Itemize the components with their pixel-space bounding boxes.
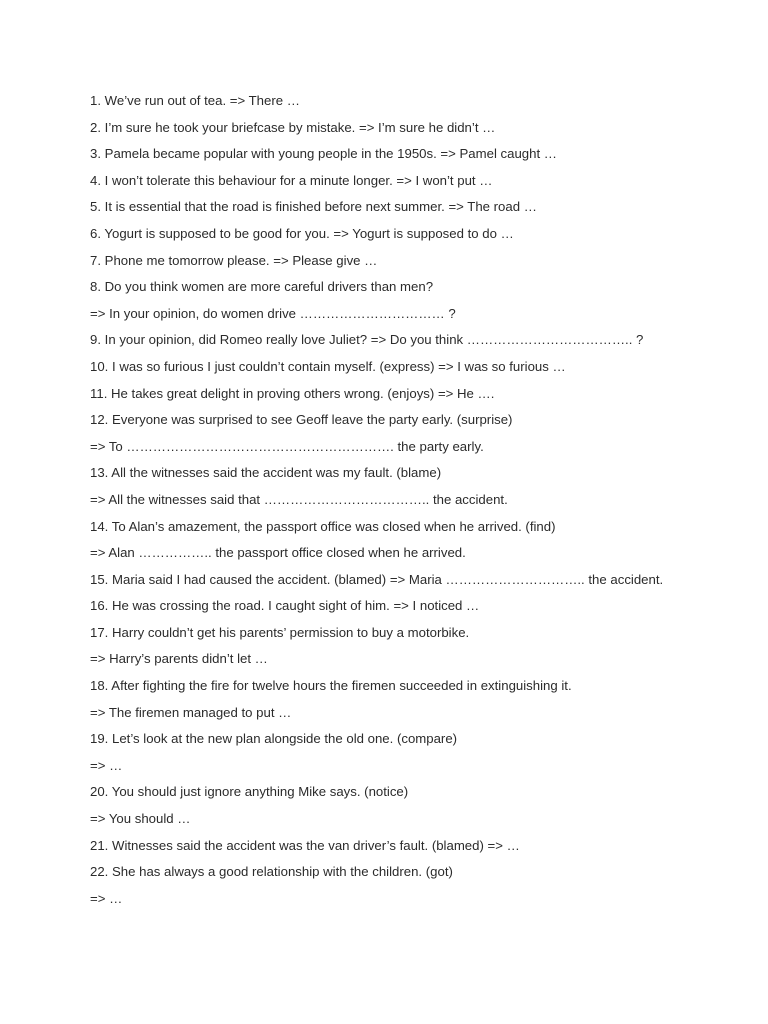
- exercise-line: 8. Do you think women are more careful drivers than men?: [90, 279, 434, 295]
- exercise-line: 11. He takes great delight in proving others wrong. (enjoys) => He ….: [90, 385, 495, 401]
- answer-line: => …: [90, 890, 123, 906]
- exercise-line: 10. I was so furious I just couldn’t contain myself. (express) => I was so furious …: [90, 358, 566, 374]
- exercise-line: 7. Phone me tomorrow please. => Please give …: [90, 252, 378, 268]
- answer-line: => In your opinion, do women drive …………………………… ?: [90, 305, 456, 321]
- answer-line: => …: [90, 757, 123, 773]
- exercise-line: 18. After fighting the fire for twelve hours the firemen succeeded in extinguishing it.: [90, 678, 572, 694]
- answer-line: => You should …: [90, 811, 191, 827]
- answer-line: => Alan …………….. the passport office closed when he arrived.: [90, 545, 466, 561]
- exercise-line: 16. He was crossing the road. I caught sight of him. => I noticed …: [90, 598, 480, 614]
- exercise-line: 2. I’m sure he took your briefcase by mistake. => I’m sure he didn’t …: [90, 119, 496, 135]
- exercise-line: 22. She has always a good relationship with the children. (got): [90, 864, 453, 880]
- exercise-line: 9. In your opinion, did Romeo really love Juliet? => Do you think ……………………………….. ?: [90, 332, 644, 348]
- exercise-line: 20. You should just ignore anything Mike says. (notice): [90, 784, 409, 800]
- answer-line: => To ……………………………………………………. the party early.: [90, 438, 484, 454]
- exercise-line: 13. All the witnesses said the accident was my fault. (blame): [90, 465, 442, 481]
- exercise-line: 15. Maria said I had caused the accident. (blamed) => Maria ………………………….. the accident.: [90, 571, 664, 587]
- exercise-line: 3. Pamela became popular with young people in the 1950s. => Pamel caught …: [90, 146, 557, 162]
- exercise-line: 14. To Alan’s amazement, the passport office was closed when he arrived. (find): [90, 518, 556, 534]
- exercise-line: 4. I won’t tolerate this behaviour for a minute longer. => I won’t put …: [90, 172, 493, 188]
- exercise-line: 5. It is essential that the road is finished before next summer. => The road …: [90, 199, 537, 215]
- answer-line: => Harry’s parents didn’t let …: [90, 651, 268, 667]
- answer-line: => The firemen managed to put …: [90, 704, 292, 720]
- exercise-line: 19. Let’s look at the new plan alongside the old one. (compare): [90, 731, 458, 747]
- exercise-line: 17. Harry couldn’t get his parents’ permission to buy a motorbike.: [90, 624, 470, 640]
- exercise-line: 21. Witnesses said the accident was the van driver’s fault. (blamed) => …: [90, 837, 520, 853]
- exercise-line: 6. Yogurt is supposed to be good for you. => Yogurt is supposed to do …: [90, 225, 514, 241]
- answer-line: => All the witnesses said that ……………………………….. the accident.: [90, 491, 508, 507]
- exercise-list: [90, 91, 750, 915]
- exercise-line: 12. Everyone was surprised to see Geoff leave the party early. (surprise): [90, 412, 513, 428]
- exercise-line: 1. We’ve run out of tea. => There …: [90, 93, 300, 108]
